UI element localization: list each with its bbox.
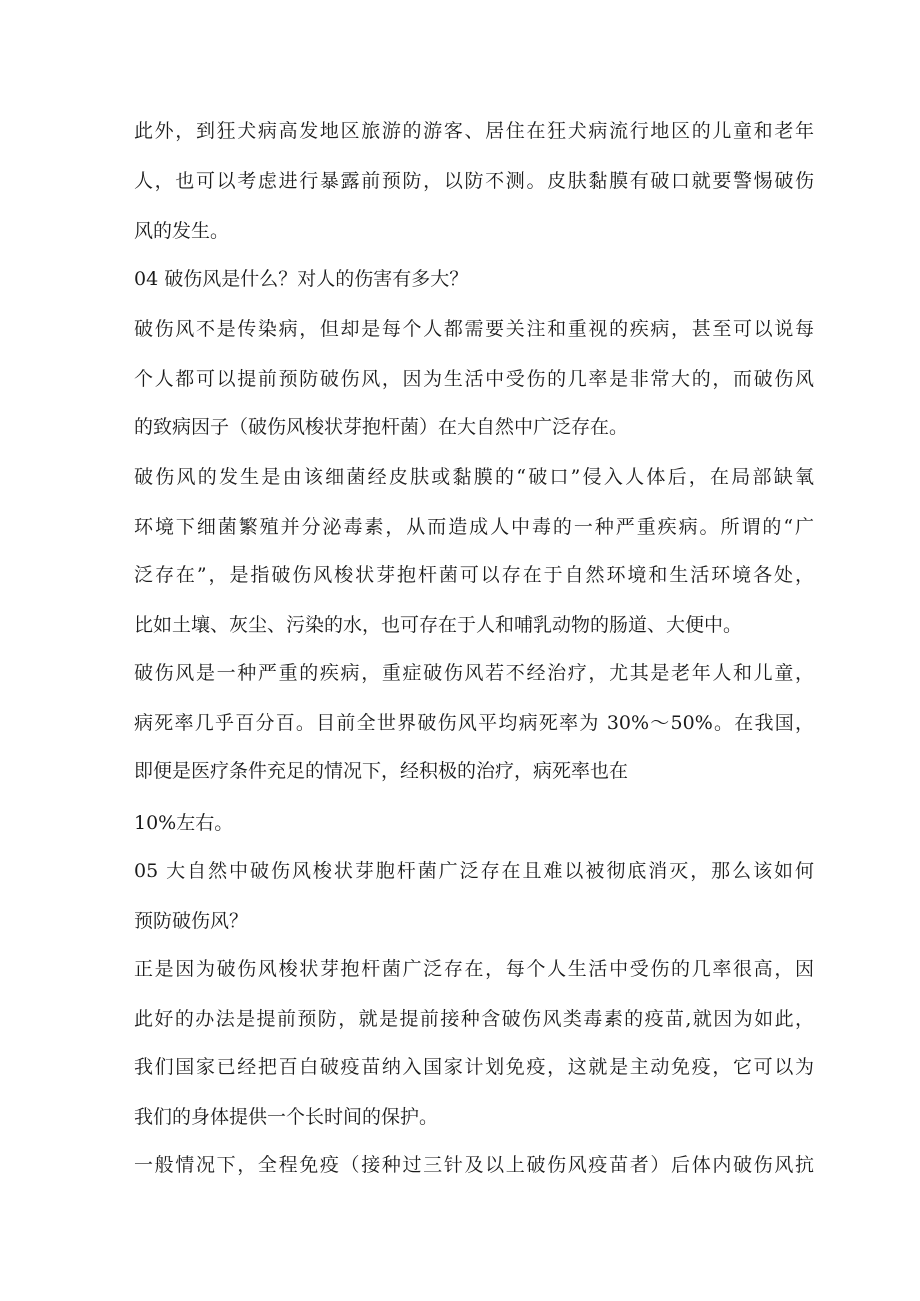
text-line: 即便是医疗条件充足的情况下，经积极的治疗，病死率也在 [134, 760, 629, 782]
text-line: 我们国家已经把百白破疫苗纳入国家计划免疫，这就是主动免疫，它可以为 [134, 1056, 814, 1078]
text-line: 破伤风不是传染病，但却是每个人都需要关注和重视的疾病，甚至可以说每 [134, 318, 814, 340]
text-line: 正是因为破伤风梭状芽抱杆菌广泛存在，每个人生活中受伤的几率很高，因 [134, 958, 814, 980]
text-line: 环境下细菌繁殖并分泌毒素，从而造成人中毒的一种严重疾病。所谓的“广 [134, 516, 814, 538]
text-line: 人，也可以考虑进行暴露前预防，以防不测。皮肤黏膜有破口就要警惕破伤 [134, 170, 814, 192]
section-heading: 04 破伤风是什么？对人的伤害有多大？ [134, 268, 469, 290]
text-line: 比如土壤、灰尘、污染的水，也可存在于人和哺乳动物的肠道、大便中。 [134, 614, 743, 636]
section-heading: 预防破伤风？ [134, 910, 249, 932]
text-line: 的致病因子（破伤风梭状芽抱杆菌）在大自然中广泛存在。 [134, 416, 629, 438]
text-line: 此好的办法是提前预防，就是提前接种含破伤风类毒素的疫苗,就因为如此， [134, 1008, 814, 1030]
text-line: 10%左右。 [134, 812, 234, 834]
text-line: 泛存在”，是指破伤风梭状芽抱杆菌可以存在于自然环境和生活环境各处， [134, 564, 814, 586]
text-line: 破伤风的发生是由该细菌经皮肤或黏膜的“破口”侵入人体后，在局部缺氧 [134, 466, 814, 488]
text-line: 风的发生。 [134, 220, 230, 242]
text-line: 个人都可以提前预防破伤风，因为生活中受伤的几率是非常大的，而破伤风 [134, 368, 814, 390]
text-line: 一般情况下，全程免疫（接种过三针及以上破伤风疫苗者）后体内破伤风抗 [134, 1154, 814, 1176]
text-line: 破伤风是一种严重的疾病，重症破伤风若不经治疗，尤其是老年人和儿童， [134, 662, 814, 684]
section-heading: 05 大自然中破伤风梭状芽胞杆菌广泛存在且难以被彻底消灭，那么该如何 [134, 860, 814, 882]
text-line: 此外，到狂犬病高发地区旅游的游客、居住在狂犬病流行地区的儿童和老年 [134, 120, 814, 142]
text-line: 病死率几乎百分百。目前全世界破伤风平均病死率为 30%～50%。在我国， [134, 712, 814, 734]
text-line: 我们的身体提供一个长时间的保护。 [134, 1106, 439, 1128]
